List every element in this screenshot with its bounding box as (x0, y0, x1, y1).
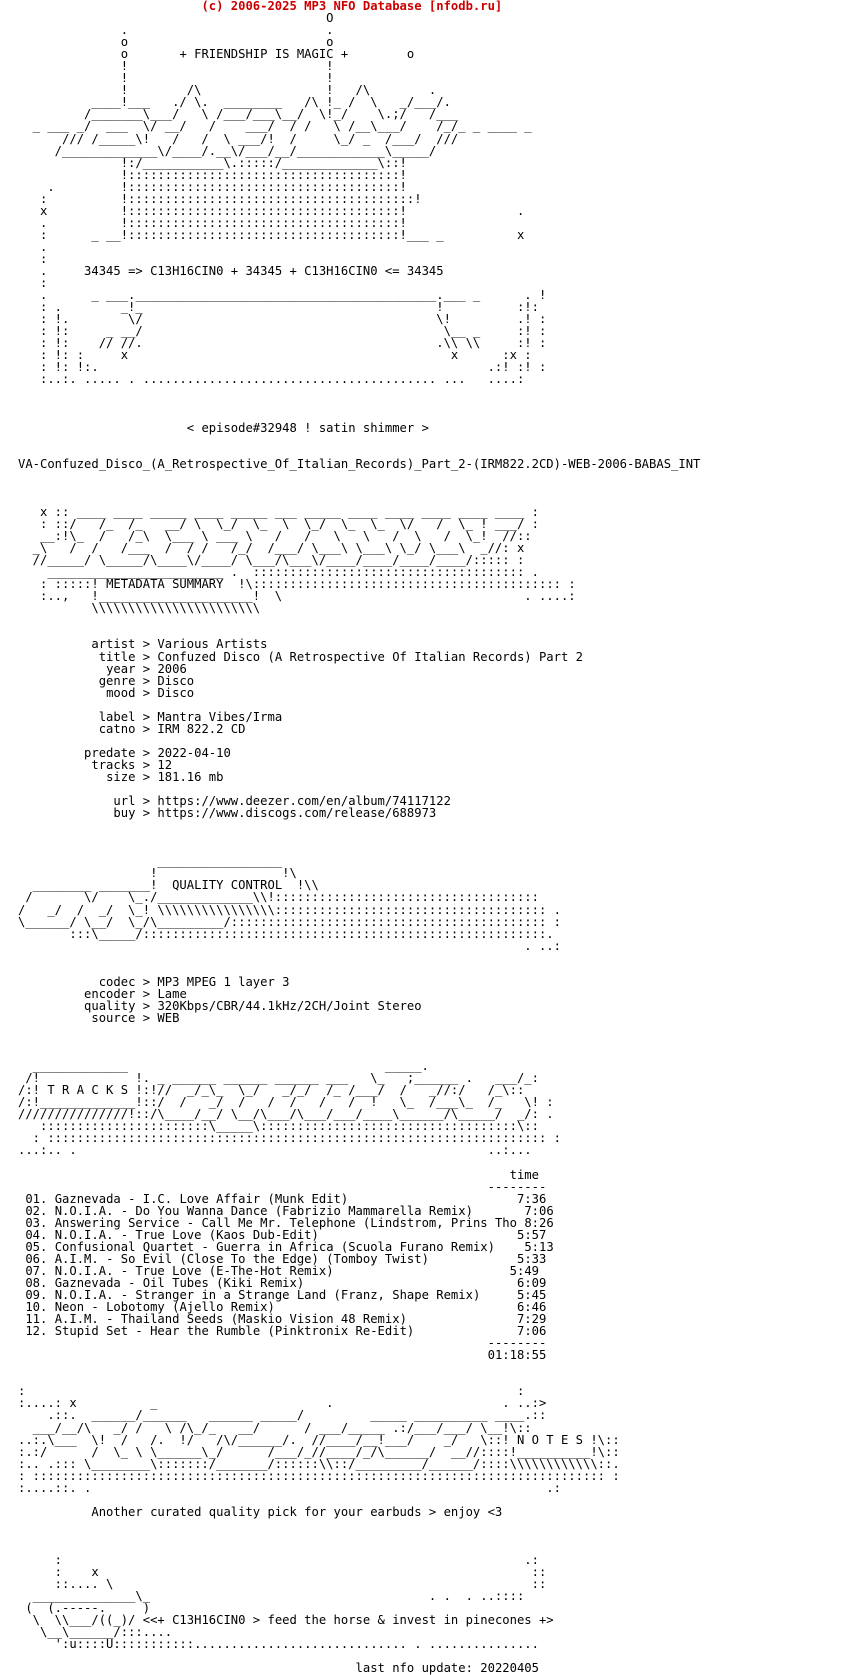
art-header: . _ ___._________________________________________.___ _ . ! (18, 288, 547, 303)
tracks-section-title: T R A C K S (47, 1083, 129, 1098)
art-header: :..:. ..... . ........................................ ... ....: (18, 372, 525, 387)
art-tracks: _____________ _____. (18, 1059, 429, 1074)
art-tracks: ...:.. . ..:... (18, 1143, 532, 1158)
art-tracks: ///////////////!::/\____/__/ \__/\___/\___/___/____\______/\_____/ _/: . (18, 1107, 554, 1122)
art-header: /_____________\/____/.__\/___/__/____________\_____/ (18, 143, 437, 158)
art-header: ! ! (18, 71, 334, 86)
feed-line: \ \\___/((_)/ <<+ C13H16CIN0 > feed the horse & invest in pinecones +> (18, 1613, 554, 1628)
art-header: : (18, 276, 48, 291)
art-tracks: /:!_____________!::/ / _/ / / / / / ! \_ /___\_ /_ \! : (18, 1095, 554, 1110)
release-name-line (18, 458, 844, 470)
art-header: . !:::::::::::::::::::::::::::::::::::::! (18, 215, 407, 230)
metadata-row: predate > 2022-04-10 (84, 745, 231, 760)
art-quality: / _/ / _/ \_! \\\\\\\\\\\\\\\\::::::::::::::::::::::::::::::::::::: . (18, 902, 561, 917)
art-metadata: ________________________ . ::::::::::::::::::::::::::::::::::::: . (18, 565, 539, 580)
art-header: ! /\ ! /\ . (18, 83, 437, 98)
art-tracks: :::::::::::::::::::::::\_____\:::::::::::::::::::::::::::::::::::\:: (18, 1119, 539, 1134)
metadata-row: genre > Disco (98, 673, 195, 688)
art-metadata: __:!\_ / /_\ \___ \ ___ \ / / \ \ / \ / \_! //:: (18, 529, 532, 544)
section-quality: ________ _______! QUALITY CONTROL !\\ (18, 878, 319, 893)
art-quality: _________________ (18, 854, 283, 869)
quality-row: codec > MP3 MPEG 1 layer 3 (98, 974, 290, 989)
track-row: 12. Stupid Set - Hear the Rumble (Pinktronix Re-Edit) 7:06 (25, 1324, 547, 1339)
track-row: 07. N.O.I.A. - True Love (E-The-Hot Remix) 5:49 (25, 1263, 539, 1278)
art-notes: : : (18, 1384, 525, 1399)
discogs-link: https://www.discogs.com/release/688973 (157, 806, 437, 821)
notes-text: Another curated quality pick for your earbuds > enjoy <3 (91, 1504, 503, 1519)
metadata-row: title > Confuzed Disco (A Retrospective Of Italian Records) Part 2 (98, 649, 583, 664)
episode-line (18, 422, 844, 434)
track-row: 03. Answering Service - Call Me Mr. Telephone (Lindstrom, Prins Tho 8:26 (25, 1215, 554, 1230)
art-metadata: :.., !_____________________! \ . ....: (18, 589, 576, 604)
art-notes: : :::::::::::::::::::::::::::::::::::::::::::::::::::::::::::::::::::::::::::::: : (18, 1468, 620, 1483)
sig-text: 34345 => C13H16CIN0 + 34345 + C13H16CIN0 <= 34345 (84, 264, 444, 279)
track-row: 11. A.I.M. - Thailand Seeds (Maskio Vision 48 Remix) 7:29 (25, 1312, 547, 1327)
notes-section-title: N O T E S (516, 1432, 583, 1447)
tracks-time-header: time (509, 1167, 539, 1182)
tracks-rule: -------- (487, 1179, 547, 1194)
art-footer: ':u::::U:::::::::::............................. . ............... (18, 1637, 539, 1652)
art-footer: : x :: (18, 1565, 547, 1580)
art-header: : !: !:. .:! :! : (18, 360, 547, 375)
metadata-section-title: METADATA SUMMARY (106, 577, 224, 592)
art-footer: : .: (18, 1553, 539, 1568)
credit-line: (c) 2006-2025 MP3 NFO Database [nfodb.ru] (201, 0, 503, 13)
track-row: 08. Gaznevada - Oil Tubes (Kiki Remix) 6:09 (25, 1275, 547, 1290)
art-quality: . ..: (18, 938, 561, 953)
track-row: 05. Confusional Quartet - Guerra in Africa (Scuola Furano Remix) 5:13 (25, 1239, 554, 1254)
notes-line (18, 1506, 844, 1518)
art-header: . !:::::::::::::::::::::::::::::::::::::! (18, 179, 407, 194)
metadata-row: buy > https://www.discogs.com/release/688973 (113, 806, 437, 821)
tracks-rule: -------- (487, 1336, 547, 1351)
art-header: ____!___ ./ \. ________ /\ !_ / \ _/___/. (18, 95, 451, 110)
track-row: 06. A.I.M. - So Evil (Close To the Edge) (Tomboy Twist) 5:33 (25, 1251, 547, 1266)
art-header: /// /_____\! / / \ ___/! / \_/ _ /___/ /// (18, 131, 459, 146)
metadata-row: size > 181.16 mb (106, 770, 224, 784)
art-header: : !: // //. .\\ \\ :! : (18, 336, 547, 351)
art-header: . (18, 239, 48, 254)
art-header: _ ___ _/ ___ \/ __/ / ___/ / / \ /__\___/ /_/_ _ ____ _ (18, 119, 532, 134)
track-row: 01. Gaznevada - I.C. Love Affair (Munk Edit) 7:36 (25, 1191, 547, 1206)
tagline-line: o + FRIENDSHIP IS MAGIC + o (18, 47, 415, 62)
episode: < episode#32948 ! satin shimmer > (186, 420, 429, 435)
art-notes: :....: x _ . . ..:> (18, 1396, 547, 1411)
art-header: /_______\___/ \ /___/___\__/ \!_/ \.;/ /___ (18, 107, 459, 122)
release-name: VA-Confuzed_Disco_(A_Retrospective_Of_Italian_Records)_Part_2-(IRM822.2CD)-WEB-2006-BABAS_INT (18, 456, 701, 471)
art-header: !:::::::::::::::::::::::::::::::::::::! (18, 167, 407, 182)
nfo-document (18, 0, 844, 1675)
quality-section-title: QUALITY CONTROL (172, 878, 283, 893)
art-metadata: : ::/ /_ /_ __/ \ \_/ \_ \ \_/ \_ \_ \/ / \_ ! ___/ : (18, 517, 539, 532)
art-header: : . _!_ ! :!: (18, 300, 539, 315)
track-row: 04. N.O.I.A. - True Love (Kaos Dub-Edit) 5:57 (25, 1227, 547, 1242)
art-header: : !. \/ \! .! : (18, 312, 547, 327)
art-tracks: /! !. _ ______ ______ ______ ___ \_ ;______ . ___/_: (18, 1071, 539, 1086)
metadata-row: catno > IRM 822.2 CD (98, 721, 246, 736)
metadata-row: label > Mantra Vibes/Irma (98, 709, 283, 724)
feed-text: <<+ C13H16CIN0 > feed the horse & invest in pinecones +> (142, 1613, 554, 1628)
art-header: : !:::::::::::::::::::::::::::::::::::::::! (18, 191, 422, 206)
quality-row: encoder > Lame (84, 986, 187, 1001)
art-header: : !: _ __/ \__ _ :! : (18, 324, 547, 339)
quality-row: quality > 320Kbps/CBR/44.1kHz/2CH/Joint Stereo (84, 998, 422, 1013)
tagline: + FRIENDSHIP IS MAGIC + (179, 47, 349, 62)
art-notes: :.. .::: \________\:::::::/_______/::::::\\::/_________/______/::::\\\\\\\\\\\\::. (18, 1456, 620, 1471)
art-footer: ______________\_ . . . ..:::: (18, 1589, 525, 1604)
art-notes: ___/__/\ _/ / \ /\_/_ __/ / ___/_____ .:/___/___/ \__!\:: (18, 1420, 532, 1435)
update-value: 20220405 (480, 1661, 539, 1675)
track-row: 02. N.O.I.A. - Do You Wanna Dance (Fabrizio Mammarella Remix) 7:06 (25, 1203, 554, 1218)
art-header: ! ! (18, 59, 334, 74)
section-notes: ..:.\___ \! / /. !/ /\/______/. //____/__!___/ _/ \::! N O T E S !\:: (18, 1432, 620, 1447)
quality-row: source > WEB (91, 1010, 180, 1025)
art-quality: ! !\ (18, 866, 297, 881)
art-footer: ::.... \ :: (18, 1577, 547, 1592)
art-header: : !: : x x :x : (18, 348, 532, 363)
art-footer: \__\______/:::.... (18, 1625, 173, 1640)
section-tracks: /:! T R A C K S !:!// _/_\_ \_/ _/_/ /_ /___/ / _//:/ /_\:: (18, 1083, 525, 1098)
art-quality: \______/ \__/ \_/\_________/::::::::::::::::::::::::::::::::::::::::::: : (18, 914, 561, 929)
art-metadata: //_____/ \_____/\____\/____/ \___/\___\/____/____/____/____/::::: : (18, 553, 525, 568)
art-notes: :....::. . .: (18, 1480, 561, 1495)
art-header: O (18, 11, 334, 26)
track-row: 09. N.O.I.A. - Stranger in a Strange Land (Franz, Shape Remix) 5:45 (25, 1288, 547, 1303)
art-header: . . (18, 23, 334, 38)
track-row: 10. Neon - Lobotomy (Ajello Remix) 6:46 (25, 1300, 547, 1315)
art-header: : _ __!:::::::::::::::::::::::::::::::::::::!___ _ x (18, 227, 525, 242)
update-label: last nfo update: (355, 1661, 473, 1675)
art-notes: .::. ______/______ ______ _____/ _____ __________ ____.:: (18, 1408, 547, 1423)
art-metadata: \\\\\\\\\\\\\\\\\\\\\\\ (18, 601, 261, 616)
art-quality: :::\_____/:::::::::::::::::::::::::::::::::::::::::::::::::::::::. (18, 926, 554, 941)
metadata-row: mood > Disco (106, 685, 195, 700)
deezer-link: https://www.deezer.com/en/album/74117122 (157, 794, 451, 809)
section-metadata: : :::::! METADATA SUMMARY !\:::::::::::::::::::::::::::::::::::::::::: : (18, 577, 576, 592)
art-footer: ( (.-----. ) (18, 1601, 151, 1616)
art-notes: :.:/ / \_ \ \______\_/ /___/_//____/_/\______/ __//::::!__________!\:: (18, 1444, 620, 1459)
art-metadata: x :: ____ ____ _____ ____ _____ ___ _____ ____ ____ ____ ____ ____ : (18, 504, 539, 519)
update-line (18, 1662, 844, 1674)
art-header: : (18, 251, 48, 266)
metadata-row: year > 2006 (106, 661, 187, 676)
art-header: !:/___________\.:::::/_____________\::! (18, 155, 407, 170)
art-header: o o (18, 35, 334, 50)
art-header: x !:::::::::::::::::::::::::::::::::::::! . (18, 203, 525, 218)
art-metadata: _\ / / /___ / / / /_/ /___/ \___\ \___\ \_/ \___\ _//: x (18, 541, 525, 556)
tracks-total: 01:18:55 (487, 1348, 547, 1363)
metadata-row: url > https://www.deezer.com/en/album/74117122 (113, 794, 451, 809)
art-tracks: : :::::::::::::::::::::::::::::::::::::::::::::::::::::::::::::::::::: : (18, 1131, 561, 1146)
sig-line: . 34345 => C13H16CIN0 + 34345 + C13H16CIN0 <= 34345 (18, 264, 444, 279)
metadata-row: tracks > 12 (91, 757, 173, 772)
art-quality: / \/ \_./_____________\\!:::::::::::::::::::::::::::::::::::: (18, 890, 539, 905)
metadata-row: artist > Various Artists (91, 637, 268, 652)
